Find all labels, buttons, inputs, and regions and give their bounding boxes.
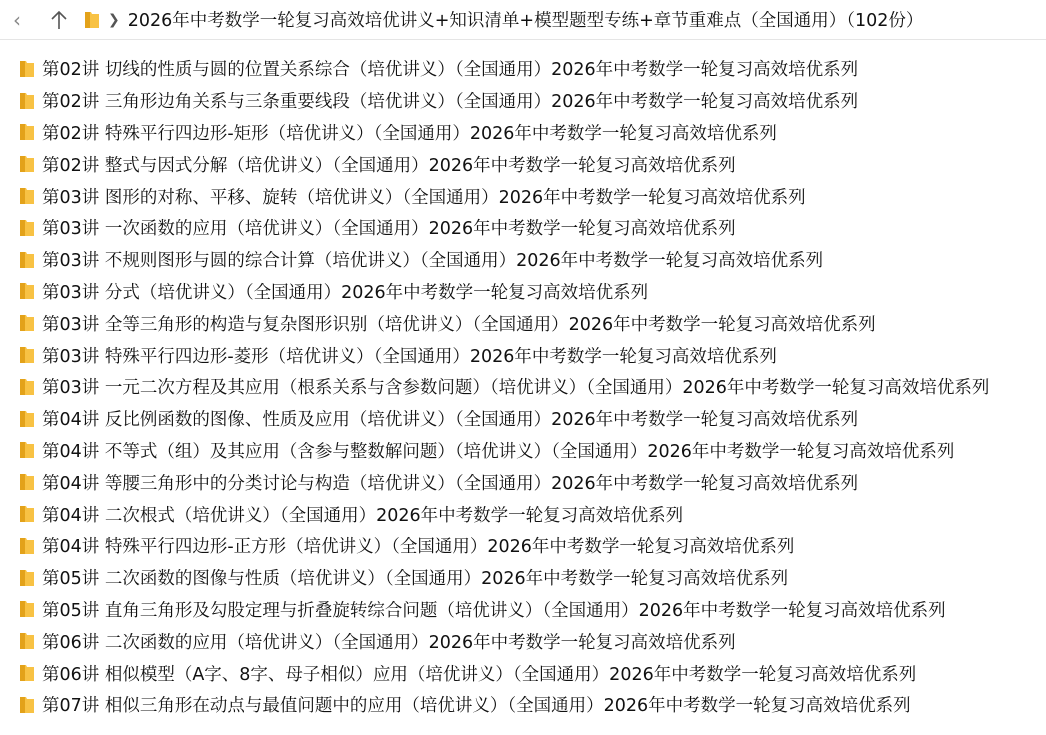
file-list-item[interactable] bbox=[0, 85, 1046, 117]
folder-icon bbox=[19, 377, 35, 397]
file-name: 第03讲 特殊平行四边形-菱形（培优讲义）（全国通用）2026年中考数学一轮复习高效培优系列 bbox=[42, 346, 777, 367]
file-list-item[interactable] bbox=[0, 244, 1046, 276]
file-name: 第04讲 反比例函数的图像、性质及应用（培优讲义）（全国通用）2026年中考数学一轮复习高效培优系列 bbox=[42, 410, 859, 431]
file-name: 第07讲 相似三角形在动点与最值问题中的应用（培优讲义）（全国通用）2026年中考数学一轮复习高效培优系列 bbox=[42, 696, 911, 717]
file-name: 第04讲 特殊平行四边形-正方形（培优讲义）（全国通用）2026年中考数学一轮复习高效培优系列 bbox=[42, 537, 795, 558]
file-list-item[interactable] bbox=[0, 562, 1046, 594]
file-list-item[interactable] bbox=[0, 594, 1046, 626]
folder-icon bbox=[19, 59, 35, 79]
file-list-item[interactable] bbox=[0, 307, 1046, 339]
file-name: 第03讲 不规则图形与圆的综合计算（培优讲义）（全国通用）2026年中考数学一轮复习高效培优系列 bbox=[42, 251, 824, 272]
folder-icon bbox=[19, 91, 35, 111]
file-list-item[interactable] bbox=[0, 403, 1046, 435]
file-name: 第02讲 切线的性质与圆的位置关系综合（培优讲义）（全国通用）2026年中考数学一轮复习高效培优系列 bbox=[42, 60, 859, 81]
address-bar[interactable] bbox=[84, 5, 1046, 35]
file-list-item[interactable] bbox=[0, 530, 1046, 562]
folder-icon bbox=[19, 663, 35, 683]
explorer-toolbar bbox=[0, 0, 1046, 40]
file-name: 第03讲 一元二次方程及其应用（根系关系与含参数问题）（培优讲义）（全国通用）2026年中考数学一轮复习高效培优系列 bbox=[42, 378, 990, 399]
file-list-item[interactable] bbox=[0, 148, 1046, 180]
folder-icon bbox=[19, 695, 35, 715]
file-list-item[interactable] bbox=[0, 212, 1046, 244]
folder-icon bbox=[19, 440, 35, 460]
folder-icon bbox=[19, 599, 35, 619]
file-name: 第02讲 特殊平行四边形-矩形（培优讲义）（全国通用）2026年中考数学一轮复习高效培优系列 bbox=[42, 123, 777, 144]
folder-icon bbox=[19, 536, 35, 556]
file-list-item[interactable] bbox=[0, 180, 1046, 212]
file-list-item[interactable] bbox=[0, 625, 1046, 657]
folder-icon bbox=[84, 10, 100, 30]
up-button[interactable] bbox=[44, 5, 74, 35]
folder-icon bbox=[19, 250, 35, 270]
chevron-left-icon: ‹ bbox=[13, 7, 21, 32]
folder-icon bbox=[19, 281, 35, 301]
file-list-item[interactable] bbox=[0, 466, 1046, 498]
file-name: 第05讲 二次函数的图像与性质（培优讲义）（全国通用）2026年中考数学一轮复习高效培优系列 bbox=[42, 569, 789, 590]
folder-icon bbox=[19, 122, 35, 142]
breadcrumb-chevron-icon[interactable]: ❯ bbox=[108, 11, 120, 28]
file-list-item[interactable] bbox=[0, 371, 1046, 403]
arrow-up-icon bbox=[50, 10, 68, 30]
back-button[interactable] bbox=[2, 5, 32, 35]
file-list-item[interactable] bbox=[0, 689, 1046, 721]
file-name: 第03讲 分式（培优讲义）（全国通用）2026年中考数学一轮复习高效培优系列 bbox=[42, 282, 649, 303]
file-name: 第03讲 图形的对称、平移、旋转（培优讲义）（全国通用）2026年中考数学一轮复习高效培优系列 bbox=[42, 187, 806, 208]
address-path[interactable]: 2026年中考数学一轮复习高效培优讲义+知识清单+模型题型专练+章节重难点（全国通用）（102份） bbox=[127, 11, 924, 31]
file-name: 第03讲 一次函数的应用（培优讲义）（全国通用）2026年中考数学一轮复习高效培优系列 bbox=[42, 219, 736, 240]
folder-icon bbox=[19, 409, 35, 429]
folder-icon bbox=[19, 218, 35, 238]
file-name: 第06讲 相似模型（A字、8字、母子相似）应用（培优讲义）（全国通用）2026年中考数学一轮复习高效培优系列 bbox=[42, 664, 917, 685]
folder-icon bbox=[19, 154, 35, 174]
file-list-item[interactable] bbox=[0, 498, 1046, 530]
file-list-item[interactable] bbox=[0, 435, 1046, 467]
file-list bbox=[0, 53, 1046, 721]
file-name: 第04讲 不等式（组）及其应用（含参与整数解问题）（培优讲义）（全国通用）2026年中考数学一轮复习高效培优系列 bbox=[42, 441, 955, 462]
file-name: 第02讲 三角形边角关系与三条重要线段（培优讲义）（全国通用）2026年中考数学一轮复习高效培优系列 bbox=[42, 92, 859, 113]
file-name: 第05讲 直角三角形及勾股定理与折叠旋转综合问题（培优讲义）（全国通用）2026年中考数学一轮复习高效培优系列 bbox=[42, 600, 946, 621]
folder-icon bbox=[19, 631, 35, 651]
file-list-item[interactable] bbox=[0, 339, 1046, 371]
file-name: 第02讲 整式与因式分解（培优讲义）（全国通用）2026年中考数学一轮复习高效培优系列 bbox=[42, 155, 736, 176]
file-name: 第06讲 二次函数的应用（培优讲义）（全国通用）2026年中考数学一轮复习高效培优系列 bbox=[42, 632, 736, 653]
folder-icon bbox=[19, 313, 35, 333]
file-list-item[interactable] bbox=[0, 276, 1046, 308]
file-list-item[interactable] bbox=[0, 657, 1046, 689]
folder-icon bbox=[19, 186, 35, 206]
folder-icon bbox=[19, 568, 35, 588]
folder-icon bbox=[19, 472, 35, 492]
folder-icon bbox=[19, 345, 35, 365]
file-name: 第03讲 全等三角形的构造与复杂图形识别（培优讲义）（全国通用）2026年中考数学一轮复习高效培优系列 bbox=[42, 314, 876, 335]
file-name: 第04讲 等腰三角形中的分类讨论与构造（培优讲义）（全国通用）2026年中考数学一轮复习高效培优系列 bbox=[42, 473, 859, 494]
file-name: 第04讲 二次根式（培优讲义）（全国通用）2026年中考数学一轮复习高效培优系列 bbox=[42, 505, 684, 526]
file-list-item[interactable] bbox=[0, 117, 1046, 149]
folder-icon bbox=[19, 504, 35, 524]
file-list-item[interactable] bbox=[0, 53, 1046, 85]
